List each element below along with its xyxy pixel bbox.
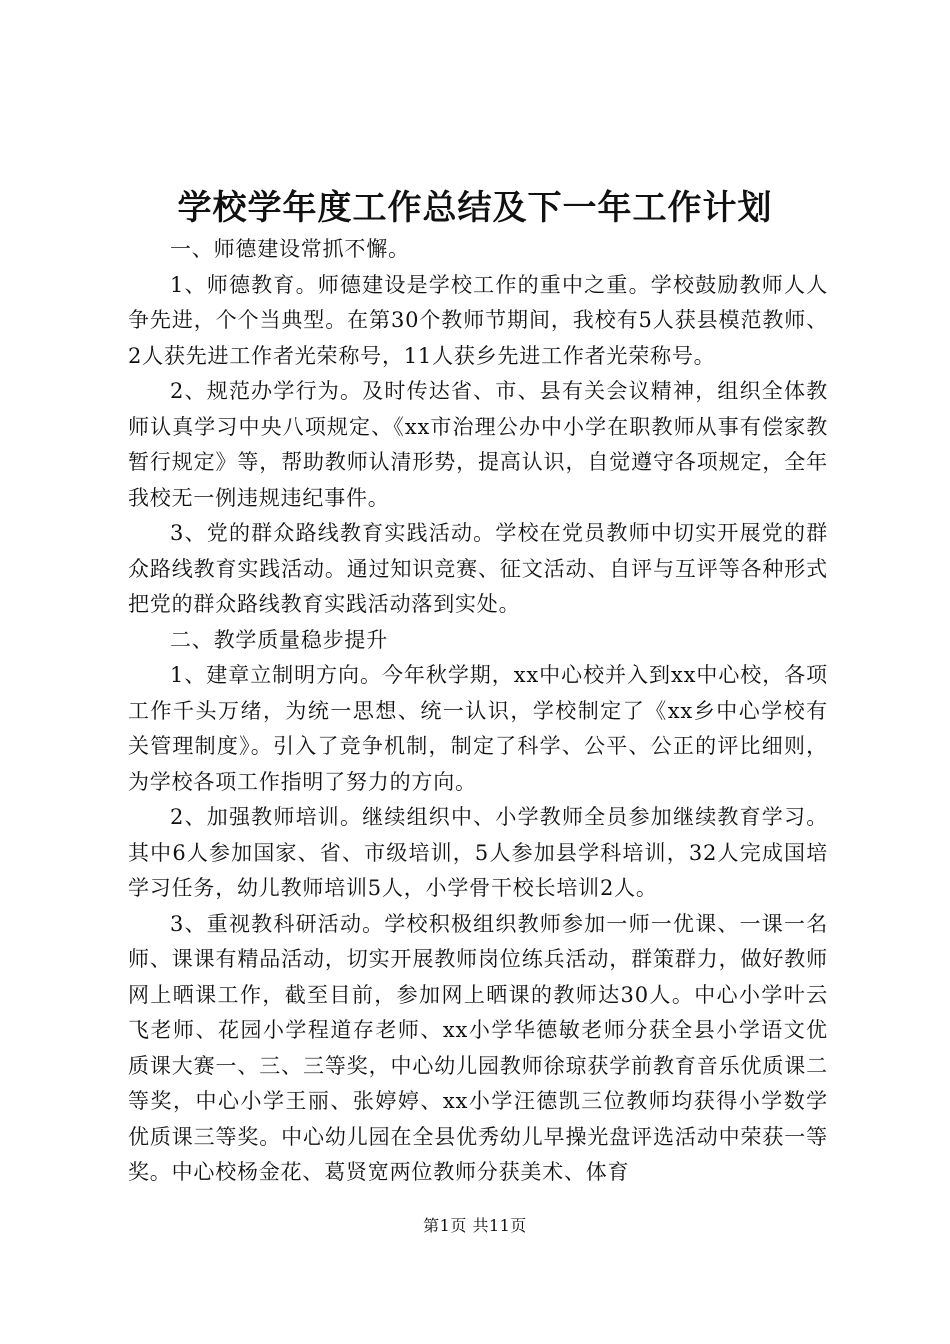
document-body	[128, 232, 828, 1191]
paragraph: 3、党的群众路线教育实践活动。学校在党员教师中切实开展党的群众路线教育实践活动。通过知识竞赛、征文活动、自评与互评等各种形式把党的群众路线教育实践活动落到实处。	[128, 521, 828, 616]
paragraph: 1、师德教育。师德建设是学校工作的重中之重。学校鼓励教师人人争先进，个个当典型。在第30个教师节期间，我校有5人获县模范教师、2人获先进工作者光荣称号，11人获乡先进工作者光荣称号。	[128, 272, 828, 368]
paragraph: 1、建章立制明方向。今年秋学期，xx中心校并入到xx中心校，各项工作千头万绪，为统一思想、统一认识，学校制定了《xx乡中心学校有关管理制度》。引入了竞争机制，制定了科学、公平、公正的评比细则，为学校各项工作指明了努力的方向。	[128, 663, 828, 794]
paragraph: 2、规范办学行为。及时传达省、市、县有关会议精神，组织全体教师认真学习中央八项规定、《xx市治理公办中小学在职教师从事有偿家教暂行规定》等，帮助教师认清形势，提高认识，自觉遵守各项规定，全年我校无一例违规违纪事件。	[128, 379, 828, 510]
paragraph: 3、重视教科研活动。学校积极组织教师参加一师一优课、一课一名师、课课有精品活动，切实开展教师岗位练兵活动，群策群力，做好教师网上晒课工作，截至目前，参加网上晒课的教师达30人。中心小学叶云飞老师、花园小学程道存老师、xx小学华德敏老师分获全县小学语文优质课大赛一、三、三等奖，中心幼儿园教师徐琼获学前教育音乐优质课二等奖，中心小学王丽、张婷婷、xx小学汪德凯三位教师均获得小学数学优质课三等奖。中心幼儿园在全县优秀幼儿早操光盘评选活动中荣获一等奖。中心校杨金花、葛贤宽两位教师分获美术、体育	[128, 911, 828, 1184]
section-heading-2: 二、教学质量稳步提升	[170, 627, 388, 652]
page-footer: 第1页 共11页	[423, 1216, 527, 1235]
page-title: 学校学年度工作总结及下一年工作计划	[177, 188, 773, 228]
paragraph: 2、加强教师培训。继续组织中、小学教师全员参加继续教育学习。其中6人参加国家、省、市级培训，5人参加县学科培训，32人完成国培学习任务，幼儿教师培训5人，小学骨干校长培训2人。	[128, 805, 828, 900]
section-heading-1: 一、师德建设常抓不懈。	[170, 237, 410, 261]
